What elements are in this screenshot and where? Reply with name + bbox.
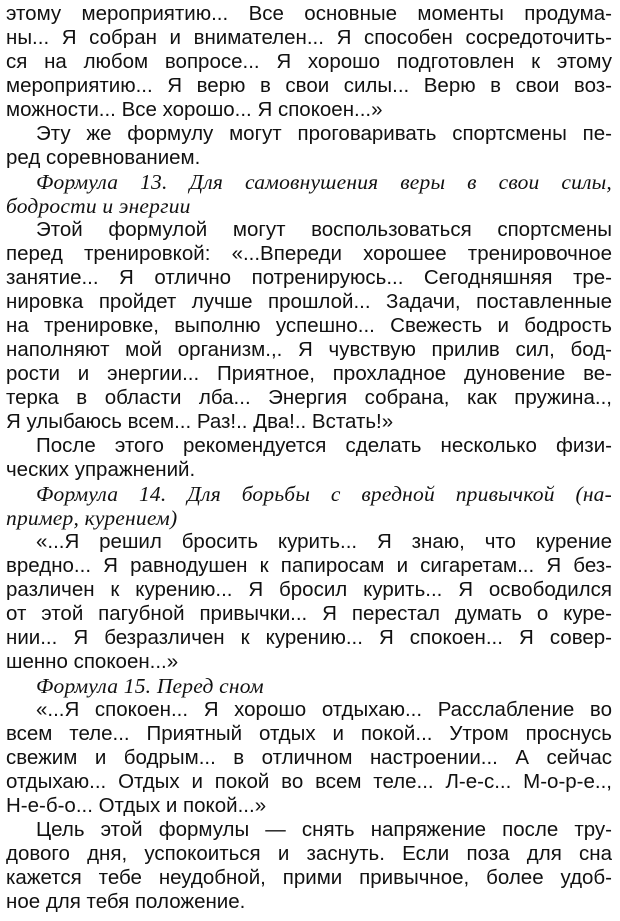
text-line: отдыхаю... Отдых и покой во всем теле... Л-е-с... М-о-р-е.., xyxy=(6,770,612,793)
text-line: После этого рекомендуется сделать несколько физи- xyxy=(36,434,612,457)
formula-heading: пример, курением) xyxy=(6,506,178,530)
text-line: от этой пагубной привычки... Я перестал думать о куре- xyxy=(6,602,612,625)
text-line: свежим и бодрым... в отличном настроении... А сейчас xyxy=(6,746,612,769)
text-line: перед тренировкой: «...Впереди хорошее тренировочное xyxy=(6,242,612,265)
text-line: этому мероприятию... Все основные моменты продума- xyxy=(6,2,612,25)
text-line: Этой формулой могут воспользоваться спортсмены xyxy=(36,218,612,241)
text-line: «...Я решил бросить курить... Я знаю, что курение xyxy=(36,530,612,553)
text-line: терка в области лба... Энергия собрана, как пружина.., xyxy=(6,386,612,409)
text-line: различен к курению... Я бросил курить... Я освободился xyxy=(6,578,612,601)
text-line: всем теле... Приятный отдых и покой... Утром проснусь xyxy=(6,722,612,745)
text-line: нировка пройдет лучше прошлой... Задачи, поставленные xyxy=(6,290,612,313)
text-line: Я улыбаюсь всем... Раз!.. Два!.. Встать!» xyxy=(6,410,394,433)
text-line: нии... Я безразличен к курению... Я спокоен... Я совер- xyxy=(6,626,612,649)
text-line: на тренировке, выполню успешно... Свежесть и бодрость xyxy=(6,314,612,337)
formula-heading: Формула 14. Для борьбы с вредной привычкой (на- xyxy=(36,482,612,506)
formula-heading: Формула 13. Для самовнушения веры в свои силы, xyxy=(36,170,612,194)
text-line: ческих упражнений. xyxy=(6,458,196,481)
text-line: рости и энергии... Приятное, прохладное дуновение ве- xyxy=(6,362,612,385)
text-line: Н-е-б-о... Отдых и покой...» xyxy=(6,794,267,817)
text-line: мероприятию... Я верю в свои силы... Верю в свои воз- xyxy=(6,74,612,97)
text-line: можности... Все хорошо... Я спокоен...» xyxy=(6,98,383,121)
formula-heading: Формула 15. Перед сном xyxy=(36,674,264,698)
text-line: ное для тебя положение. xyxy=(6,890,246,913)
formula-heading: бодрости и энергии xyxy=(6,194,191,218)
text-line: шенно спокоен...» xyxy=(6,650,179,673)
text-line: занятие... Я отлично потренируюсь... Сегодняшняя тре- xyxy=(6,266,612,289)
text-line: Эту же формулу могут проговаривать спортсмены пе- xyxy=(36,122,612,145)
text-line: «...Я спокоен... Я хорошо отдыхаю... Расслабление во xyxy=(36,698,612,721)
text-line: ны... Я собран и внимателен... Я способен сосредоточить- xyxy=(6,26,612,49)
text-line: ся на любом вопросе... Я хорошо подготовлен к этому xyxy=(6,50,612,73)
text-line: Цель этой формулы — снять напряжение после тру- xyxy=(36,818,612,841)
text-line: дового дня, успокоиться и заснуть. Если поза для сна xyxy=(6,842,612,865)
text-line: кажется тебе неудобной, прими привычное, более удоб- xyxy=(6,866,612,889)
text-line: наполняют мой организм.,. Я чувствую прилив сил, бод- xyxy=(6,338,612,361)
text-line: вредно... Я равнодушен к папиросам и сигаретам... Я без- xyxy=(6,554,612,577)
text-line: ред соревнованием. xyxy=(6,146,201,169)
